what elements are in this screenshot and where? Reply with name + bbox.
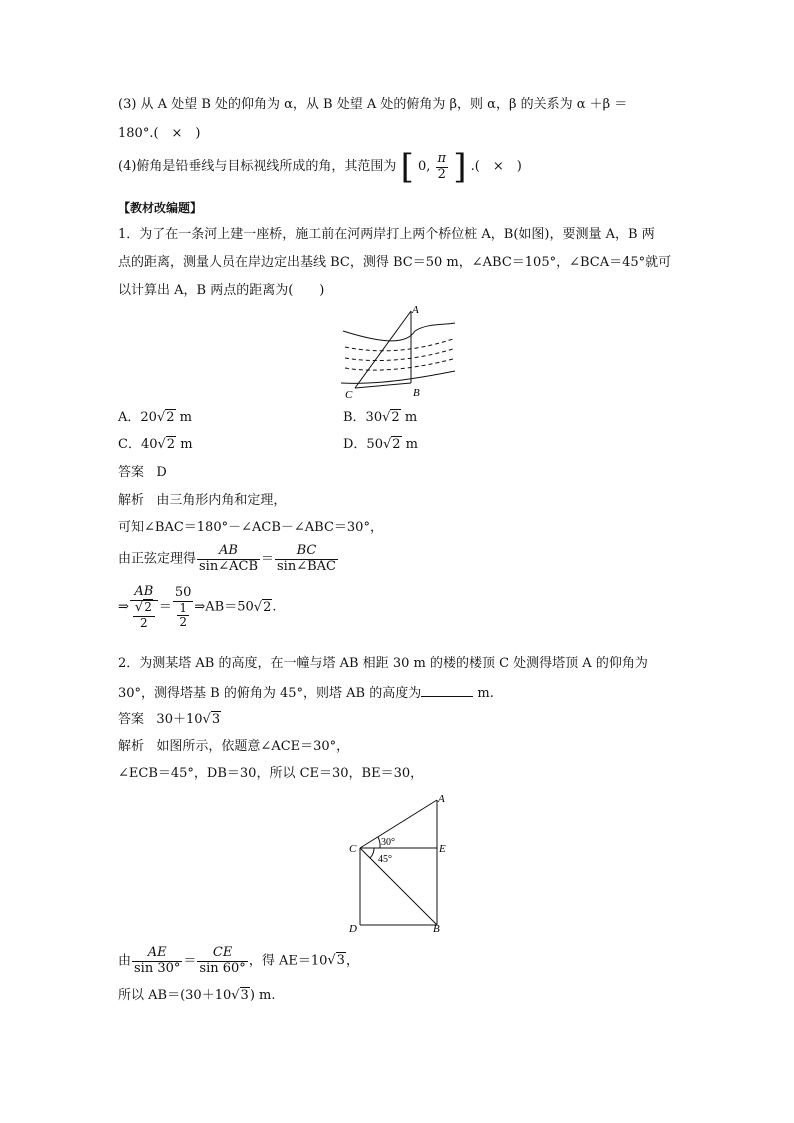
radicand: 2: [166, 437, 176, 452]
q1-line1: 1．为了在一条河上建一座桥，施工前在河两岸打上两个桥位桩 A，B(如图)，要测量 A，B 两: [118, 227, 655, 242]
angle-30-label: 30°: [381, 837, 395, 848]
radicand: 2: [166, 410, 175, 425]
option-a: [118, 410, 192, 426]
option-b: [343, 410, 417, 426]
equals: ＝: [261, 551, 275, 567]
analysis-label: 解析: [118, 739, 145, 754]
radicand: 3: [336, 953, 345, 969]
inner-denominator: 2: [140, 615, 148, 630]
q2-analysis-4: [118, 988, 275, 1004]
denominator: [173, 602, 194, 631]
item4-tail: .( × ): [470, 158, 522, 174]
q1-line2: 点的距离，测量人员在岸边定出基线 BC，测得 BC＝50 m，∠ABC＝105°，∠BCA＝45°就可: [118, 255, 672, 270]
analysis-text: 由: [118, 953, 132, 969]
numerator: AE: [132, 946, 182, 962]
radicand: 2: [392, 437, 401, 452]
analysis-text: 由三角形内角和定理，: [156, 493, 287, 508]
item4-line: [118, 147, 522, 187]
radicand: 3: [211, 712, 221, 727]
range-zero: 0,: [417, 158, 431, 174]
section-title: 【教材改编题】: [118, 201, 203, 215]
inner-fraction: [177, 602, 189, 631]
unit: m: [175, 410, 192, 425]
option-b-text: B．30: [343, 410, 383, 425]
unit: m.: [473, 686, 494, 701]
option-d: [343, 437, 418, 453]
option-c: [118, 437, 193, 453]
fraction-50-over-half: [173, 586, 194, 631]
answer-value: D: [156, 465, 167, 480]
fig1-label-a: A: [412, 304, 419, 316]
fig2-label-b: B: [433, 923, 440, 935]
answer-label: 答案: [118, 712, 145, 727]
left-bracket: [: [400, 147, 414, 187]
denominator: sin∠BAC: [277, 558, 336, 574]
item3-line1: (3) 从 A 处望 B 处的仰角为 α，从 B 处望 A 处的俯角为 β，则 α，β 的关系为 α ＋β ＝: [118, 97, 628, 112]
q1-analysis-3: [118, 544, 339, 575]
unit: m: [400, 410, 418, 425]
fraction-ab-over-sqrt2-2: [130, 585, 158, 631]
sqrt: √2: [382, 437, 401, 452]
numerator: BC: [275, 544, 338, 560]
fig2-label-d: D: [349, 923, 357, 935]
radicand: 2: [391, 410, 400, 425]
fig1-label-b: B: [413, 387, 420, 399]
numerator: AB: [197, 544, 260, 560]
period: .: [272, 599, 277, 615]
sqrt: √3: [327, 953, 345, 969]
option-d-text: D．50: [343, 437, 383, 452]
sqrt: √2: [156, 410, 175, 425]
fraction-ce-sin60: [197, 946, 247, 977]
q2-answer: [118, 712, 221, 728]
fig2-label-a: A: [438, 793, 445, 805]
fig1-label-c: C: [345, 389, 353, 401]
q2-analysis-1: [118, 739, 349, 755]
q1-line3: 以计算出 A，B 两点的距离为( ): [118, 283, 325, 298]
implies: ⇒: [118, 599, 129, 615]
tower-figure: [345, 790, 455, 935]
q1-analysis-4: [118, 585, 277, 631]
angle-45-label: 45°: [378, 854, 392, 865]
q2-line2: [118, 684, 494, 702]
fraction-ae-sin30: [132, 946, 182, 977]
q1-answer: [118, 465, 167, 481]
inner-numerator: 1: [179, 600, 187, 615]
denominator: sin 30°: [134, 960, 181, 976]
q2-analysis-2: ∠ECB＝45°，DB＝30，所以 CE＝30，BE＝30，: [118, 766, 424, 781]
equals: ＝: [158, 599, 172, 615]
q1-analysis-1: [118, 493, 286, 509]
pi: π: [437, 150, 447, 166]
unit: m: [176, 437, 193, 452]
analysis-text: 由正弦定理得: [118, 551, 197, 567]
inner-denominator: 2: [179, 615, 187, 630]
item3-line2: 180°.( × ): [118, 126, 201, 141]
result-text: 所以 AB＝(30＋10: [118, 988, 232, 1003]
denominator: sin 60°: [199, 960, 246, 976]
q2-text: 30°，测得塔基 B 的俯角为 45°，则塔 AB 的高度为: [118, 686, 422, 701]
option-a-text: A．20: [118, 410, 157, 425]
fraction-ab-sin-acb: [197, 544, 260, 575]
answer-label: 答案: [118, 465, 145, 480]
sqrt: √3: [231, 988, 249, 1003]
numerator: 50: [174, 584, 192, 600]
pi-over-two: [436, 152, 449, 183]
item4-text: (4)俯角是铅垂线与目标视线所成的角，其范围为: [118, 158, 397, 174]
answer-value: 30＋10: [156, 712, 203, 727]
q1-analysis-2: 可知∠BAC＝180°－∠ACB－∠ABC＝30°，: [118, 520, 383, 535]
sqrt: √3: [202, 712, 221, 727]
fig2-label-e: E: [439, 843, 446, 855]
sqrt: √2: [157, 437, 176, 452]
radicand: 2: [263, 599, 272, 615]
unit: m: [401, 437, 419, 452]
numerator: AB: [130, 585, 158, 601]
two: 2: [437, 166, 446, 182]
radicand: 3: [240, 988, 249, 1003]
denominator: [130, 601, 158, 631]
fig2-label-c: C: [349, 843, 357, 855]
answer-blank: [421, 684, 473, 697]
inner-fraction: $\frac{√2}{2}$: [133, 601, 155, 631]
option-c-text: C．40: [118, 437, 158, 452]
right-bracket: ]: [453, 147, 467, 187]
sqrt: √2: [382, 410, 400, 425]
comma: ，: [345, 953, 359, 969]
analysis-label: 解析: [118, 493, 145, 508]
analysis-text: 如图所示，依题意∠ACE＝30°，: [156, 739, 350, 754]
result-tail: ) m.: [249, 988, 276, 1003]
river-figure: [335, 303, 460, 403]
sqrt: √2: [253, 599, 272, 615]
result-text: ，得 AE＝10: [248, 953, 328, 969]
result-text: ⇒AB＝50: [194, 599, 254, 615]
radicand: 2: [144, 599, 152, 614]
denominator: sin∠ACB: [199, 558, 258, 574]
numerator: CE: [197, 946, 247, 962]
q2-line1: 2．为测某塔 AB 的高度，在一幢与塔 AB 相距 30 m 的楼的楼顶 C 处测得塔顶 A 的仰角为: [118, 656, 648, 671]
fraction-bc-sin-bac: [275, 544, 338, 575]
q2-analysis-3: [118, 946, 359, 977]
equals: ＝: [183, 953, 197, 969]
